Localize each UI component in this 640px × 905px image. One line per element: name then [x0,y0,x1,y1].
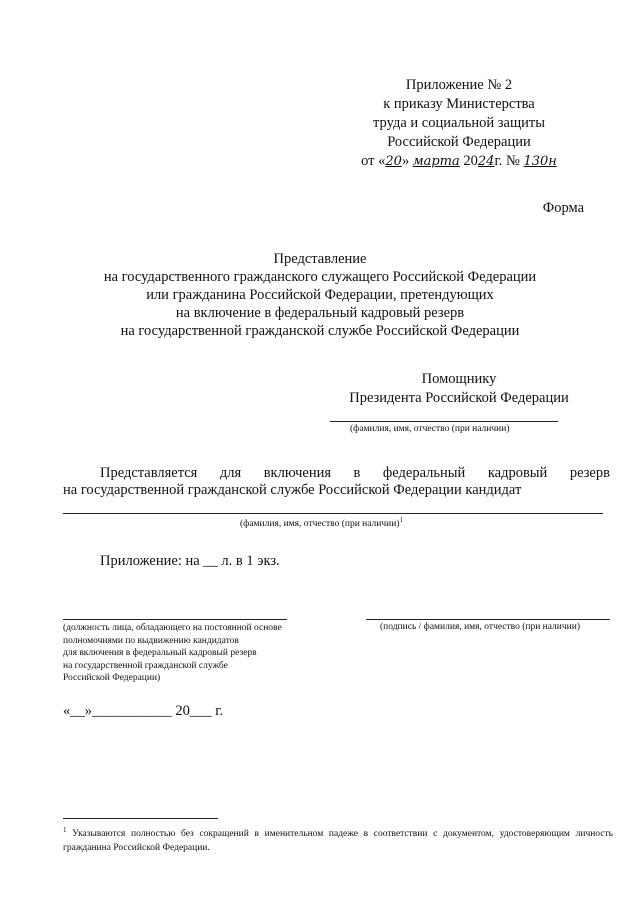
footnote-text: Указываются полностью без сокращений в именительном падеже в соответствии с документом, удостоверяющим личность гражданина Российской Федерации. [63,829,613,854]
annex-date [330,152,588,171]
year-prefix: 20 [463,153,478,169]
para-word: в [353,465,361,481]
annex-line: Приложение № 2 [405,77,513,93]
date-mid: » [401,153,410,169]
addressee-fio-caption: (фамилия, имя, отчество (при наличии) [350,424,510,434]
para-word: для [219,465,242,481]
annex-line: труда и социальной защиты [373,115,545,131]
addressee-line: Помощнику [421,371,497,387]
position-caption-line: (должность лица, обладающего на постоянной основе [63,623,282,633]
position-caption-line: Российской Федерации) [63,673,161,683]
para-word: резерв [569,465,610,481]
footnote-ref: 1 [399,516,403,524]
title-line: на включение в федеральный кадровый резерв [175,305,465,321]
body-paragraph-line2: на государственной гражданской службе Российской Федерации кандидат [63,482,522,498]
addressee-line: Президента Российской Федерации [349,390,569,406]
addressee-fio-line [330,421,558,422]
footnote-mark: 1 [63,826,67,834]
position-caption [63,622,323,685]
candidate-fio-caption [240,516,403,529]
addressee-block [330,370,588,408]
handwritten-day: 20 [385,154,402,169]
title-line: или гражданина Российской Федерации, претендующих [146,287,494,303]
handwritten-number: 130н [523,154,557,169]
handwritten-month: марта [412,154,460,169]
handwritten-year: 24 [477,154,495,169]
form-label: Форма [542,200,584,216]
position-caption-line: на государственной гражданской службе [63,660,228,671]
date-prefix: от « [361,153,386,169]
title-line: на государственной гражданской службе Российской Федерации [120,323,520,339]
attachment-line: Приложение: на __ л. в 1 экз. [100,553,280,569]
para-word: Представляется [100,465,198,481]
annex-line: Российской Федерации [387,134,531,150]
position-caption-line: полномочиями по выдвижению кандидатов [63,635,239,646]
candidate-caption-text: (фамилия, имя, отчество (при наличии) [240,519,400,530]
date-line: «__»___________ 20___ г. [63,703,224,719]
para-word: включения [263,465,332,481]
title-line: на государственного гражданского служащего Российской Федерации [103,269,537,285]
signature-line [366,619,610,620]
title-line: Представление [273,251,367,267]
candidate-fio-line [63,513,603,514]
annex-line: к приказу Министерства [383,96,535,112]
signature-caption: (подпись / фамилия, имя, отчество (при наличии) [380,622,580,632]
body-paragraph-line1 [100,465,610,482]
position-line [63,619,287,620]
para-word: федеральный [382,465,466,481]
date-g: г. № [494,153,520,169]
footnote [63,823,613,855]
annex-block [330,76,588,171]
position-caption-line: для включения в федеральный кадровый резерв [63,648,257,658]
footnote-separator [63,818,218,819]
para-word: кадровый [487,465,548,481]
document-title [90,250,550,340]
